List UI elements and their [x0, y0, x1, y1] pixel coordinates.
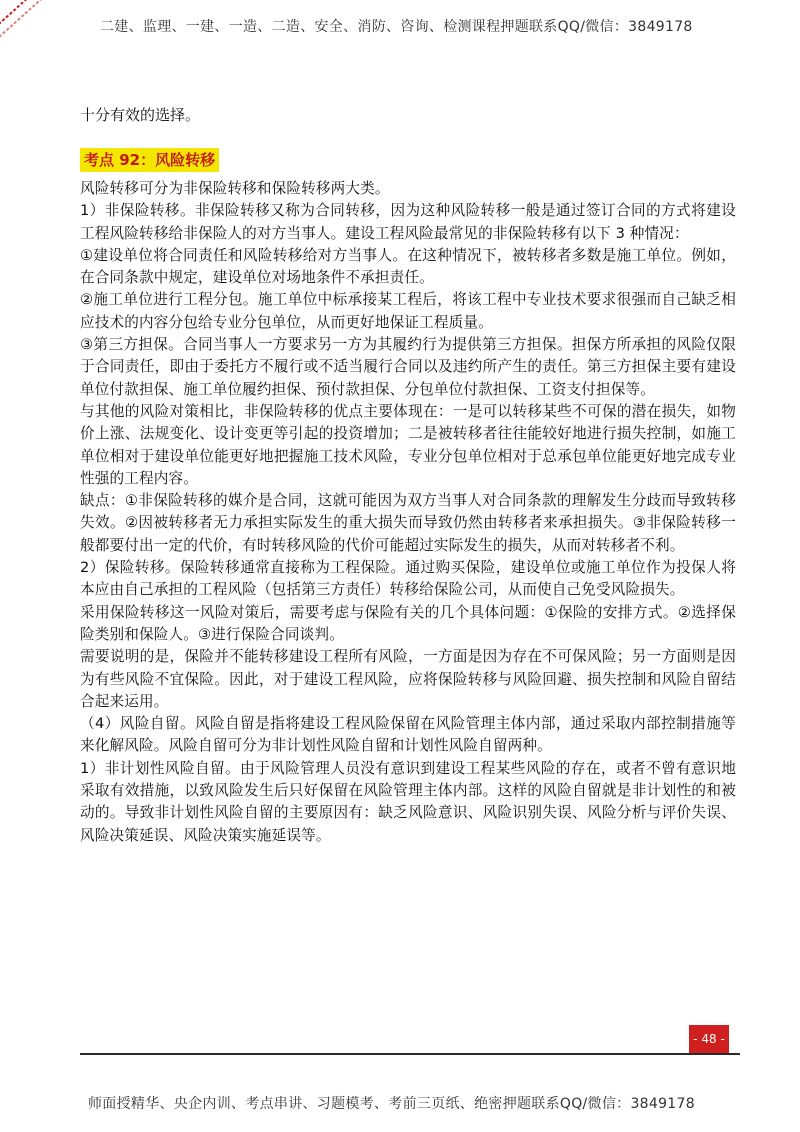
paragraph: ②施工单位进行工程分包。施工单位中标承接某工程后，将该工程中专业技术要求很强而自己缺乏相应技术的内容分包给专业分包单位，从而更好地保证工程质量。 — [80, 291, 736, 331]
paragraph: 1）非计划性风险自留。由于风险管理人员没有意识到建设工程某些风险的存在，或者不曾有意识地采取有效措施，以致风险发生后只好保留在风险管理主体内部。这样的风险自留就是非计划性的和被动的。导致非计划性风险自留的主要原因有：缺乏风险意识、风险识别失误、风险分析与评价失误、风险决策延误、风险决策实施延误等。 — [80, 759, 736, 844]
page-body — [80, 103, 736, 847]
paragraph: 1）非保险转移。非保险转移又称为合同转移，因为这种风险转移一般是通过签订合同的方式将建设工程风险转移给非保险人的对方当事人。建设工程风险最常见的非保险转移有以下 3 种情况： — [80, 202, 736, 242]
corner-decoration-secondary — [0, 0, 93, 48]
paragraph: 2）保险转移。保险转移通常直接称为工程保险。通过购买保险，建设单位或施工单位作为投保人将本应由自己承担的工程风险（包括第三方责任）转移给保险公司，从而使自己免受风险损失。 — [80, 559, 736, 599]
page-number-badge: - 48 - — [689, 1025, 729, 1053]
intro-line: 十分有效的选择。 — [80, 106, 201, 124]
footer-promo: 师面授精华、央企内训、考点串讲、习题模考、考前三页纸、绝密押题联系QQ/微信：3849178 — [88, 1096, 695, 1112]
paragraph: 缺点：①非保险转移的媒介是合同，这就可能因为双方当事人对合同条款的理解发生分歧而导致转移失效。②因被转移者无力承担实际发生的重大损失而导致仍然由转移者来承担损失。③非保险转移一般都要付出一定的代价，有时转移风险的代价可能超过实际发生的损失，从而对转移者不利。 — [80, 492, 736, 554]
paragraph: 采用保险转移这一风险对策后，需要考虑与保险有关的几个具体问题：①保险的安排方式。②选择保险类别和保险人。③进行保险合同谈判。 — [80, 603, 736, 643]
paragraph: 风险转移可分为非保险转移和保险转移两大类。 — [80, 180, 390, 197]
paragraph: ①建设单位将合同责任和风险转移给对方当事人。在这种情况下，被转移者多数是施工单位。例如，在合同条款中规定，建设单位对场地条件不承担责任。 — [80, 246, 736, 287]
corner-decoration — [0, 0, 85, 42]
footer-divider — [80, 1053, 740, 1055]
paragraph: （4）风险自留。风险自留是指将建设工程风险保留在风险管理主体内部，通过采取内部控制措施等来化解风险。风险自留可分为非计划性风险自留和计划性风险自留两种。 — [80, 715, 736, 755]
section-heading: 考点 92：风险转移 — [80, 148, 219, 172]
header-promo: 二建、监理、一建、一造、二造、安全、消防、咨询、检测课程押题联系QQ/微信：3849178 — [100, 19, 693, 35]
paragraph: 与其他的风险对策相比，非保险转移的优点主要体现在：一是可以转移某些不可保的潜在损失，如物价上涨、法规变化、设计变更等引起的投资增加；二是被转移者往往能较好地进行损失控制，如施工单位相对于建设单位能更好地把握施工技术风险，专业分包单位相对于总承包单位能更好地完成专业性强的工程内容。 — [80, 402, 736, 487]
paragraph: ③第三方担保。合同当事人一方要求另一方为其履约行为提供第三方担保。担保方所承担的风险仅限于合同责任，即由于委托方不履行或不适当履行合同以及违约所产生的责任。第三方担保主要有建设单位付款担保、施工单位履约担保、预付款担保、分包单位付款担保、工资支付担保等。 — [80, 336, 736, 398]
paragraph: 需要说明的是，保险并不能转移建设工程所有风险，一方面是因为存在不可保风险；另一方面则是因为有些风险不宜保险。因此，对于建设工程风险，应将保险转移与风险回避、损失控制和风险自留结合起来运用。 — [80, 648, 736, 710]
